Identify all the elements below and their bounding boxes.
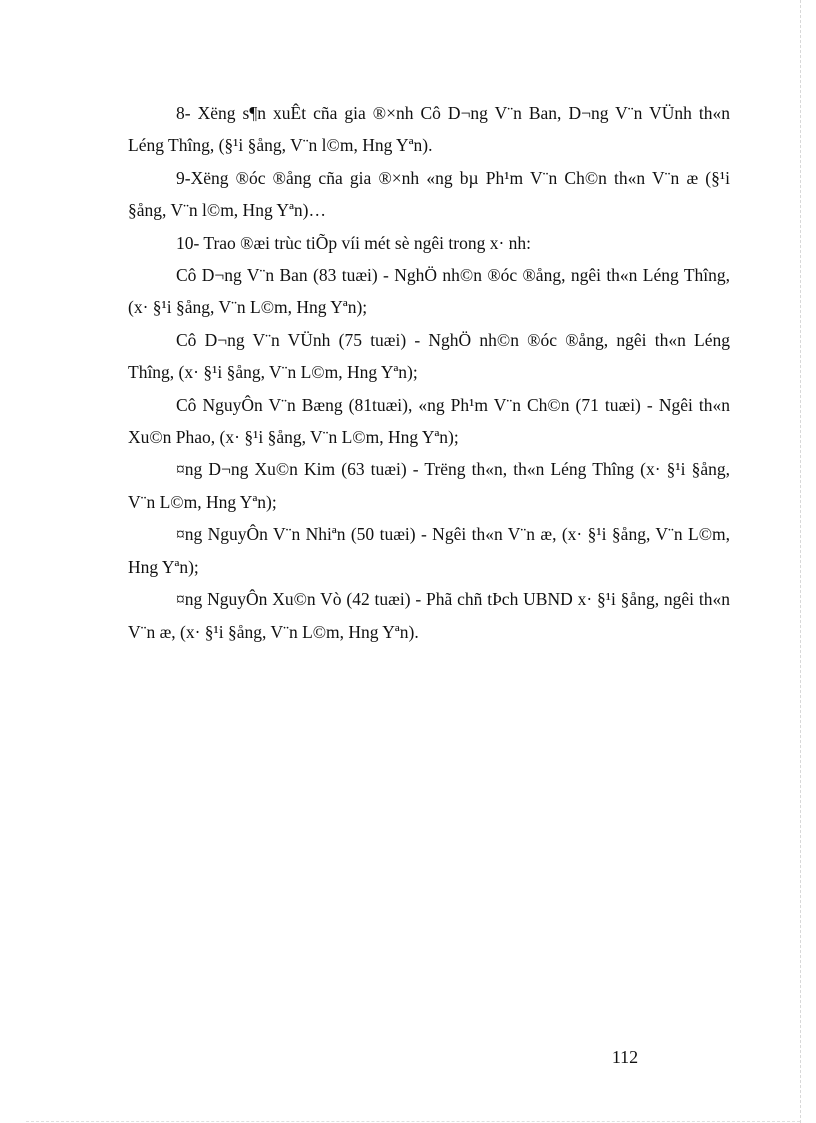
interviewee-item: Cô D¬ng V¨n VÜnh (75 tuæi) - NghÖ nh©n ®óc ®ång, ngêi th«n Léng Thîng, (x· §¹i §ång, V¨n L©m, Hng Yªn);: [128, 329, 730, 383]
reference-item-10-heading: 10- Trao ®æi trùc tiÕp víi mét sè ngêi trong x· nh:: [176, 232, 532, 253]
interviewee-item: ¤ng NguyÔn V¨n Nhiªn (50 tuæi) - Ngêi th«n V¨n æ, (x· §¹i §ång, V¨n L©m, Hng Yªn);: [128, 524, 730, 577]
interviewee-item: Cô D¬ng V¨n Ban (83 tuæi) - NghÖ nh©n ®óc ®ång, ngêi th«n Léng Thîng, (x· §¹i §ång, V¨n L©m, Hng Yªn);: [128, 265, 730, 318]
reference-item-9: 9-Xëng ®óc ®ång cña gia ®×nh «ng bµ Ph¹m V¨n Ch©n th«n V¨n æ (§¹i §ång, V¨n l©m, Hng Yªn)…: [128, 167, 730, 221]
interviewee-item: Cô NguyÔn V¨n Bæng (81tuæi), «ng Ph¹m V¨n Ch©n (71 tuæi) - Ngêi th«n Xu©n Phao, (x· §¹i §ång, V¨n L©m, Hng Yªn);: [128, 394, 730, 448]
page-number: 112: [611, 1047, 639, 1067]
interviewee-item: ¤ng D¬ng Xu©n Kim (63 tuæi) - Trëng th«n, th«n Léng Thîng (x· §¹i §ång, V¨n L©m, Hng Yªn);: [128, 459, 730, 512]
reference-item-8: 8- Xëng s¶n xuÊt cña gia ®×nh Cô D¬ng V¨n Ban, D¬ng V¨n VÜnh th«n Léng Thîng, (§¹i §ång, V¨n l©m, Hng Yªn).: [128, 103, 730, 156]
page-margin-guide: [800, 0, 801, 1123]
page-bottom-guide: [26, 1121, 800, 1122]
interviewee-item: ¤ng NguyÔn Xu©n Vò (42 tuæi) - Phã chñ tÞch UBND x· §¹i §ång, ngêi th«n V¨n æ, (x· §¹i §ång, V¨n L©m, Hng Yªn).: [128, 589, 730, 642]
reference-list: [128, 97, 730, 648]
